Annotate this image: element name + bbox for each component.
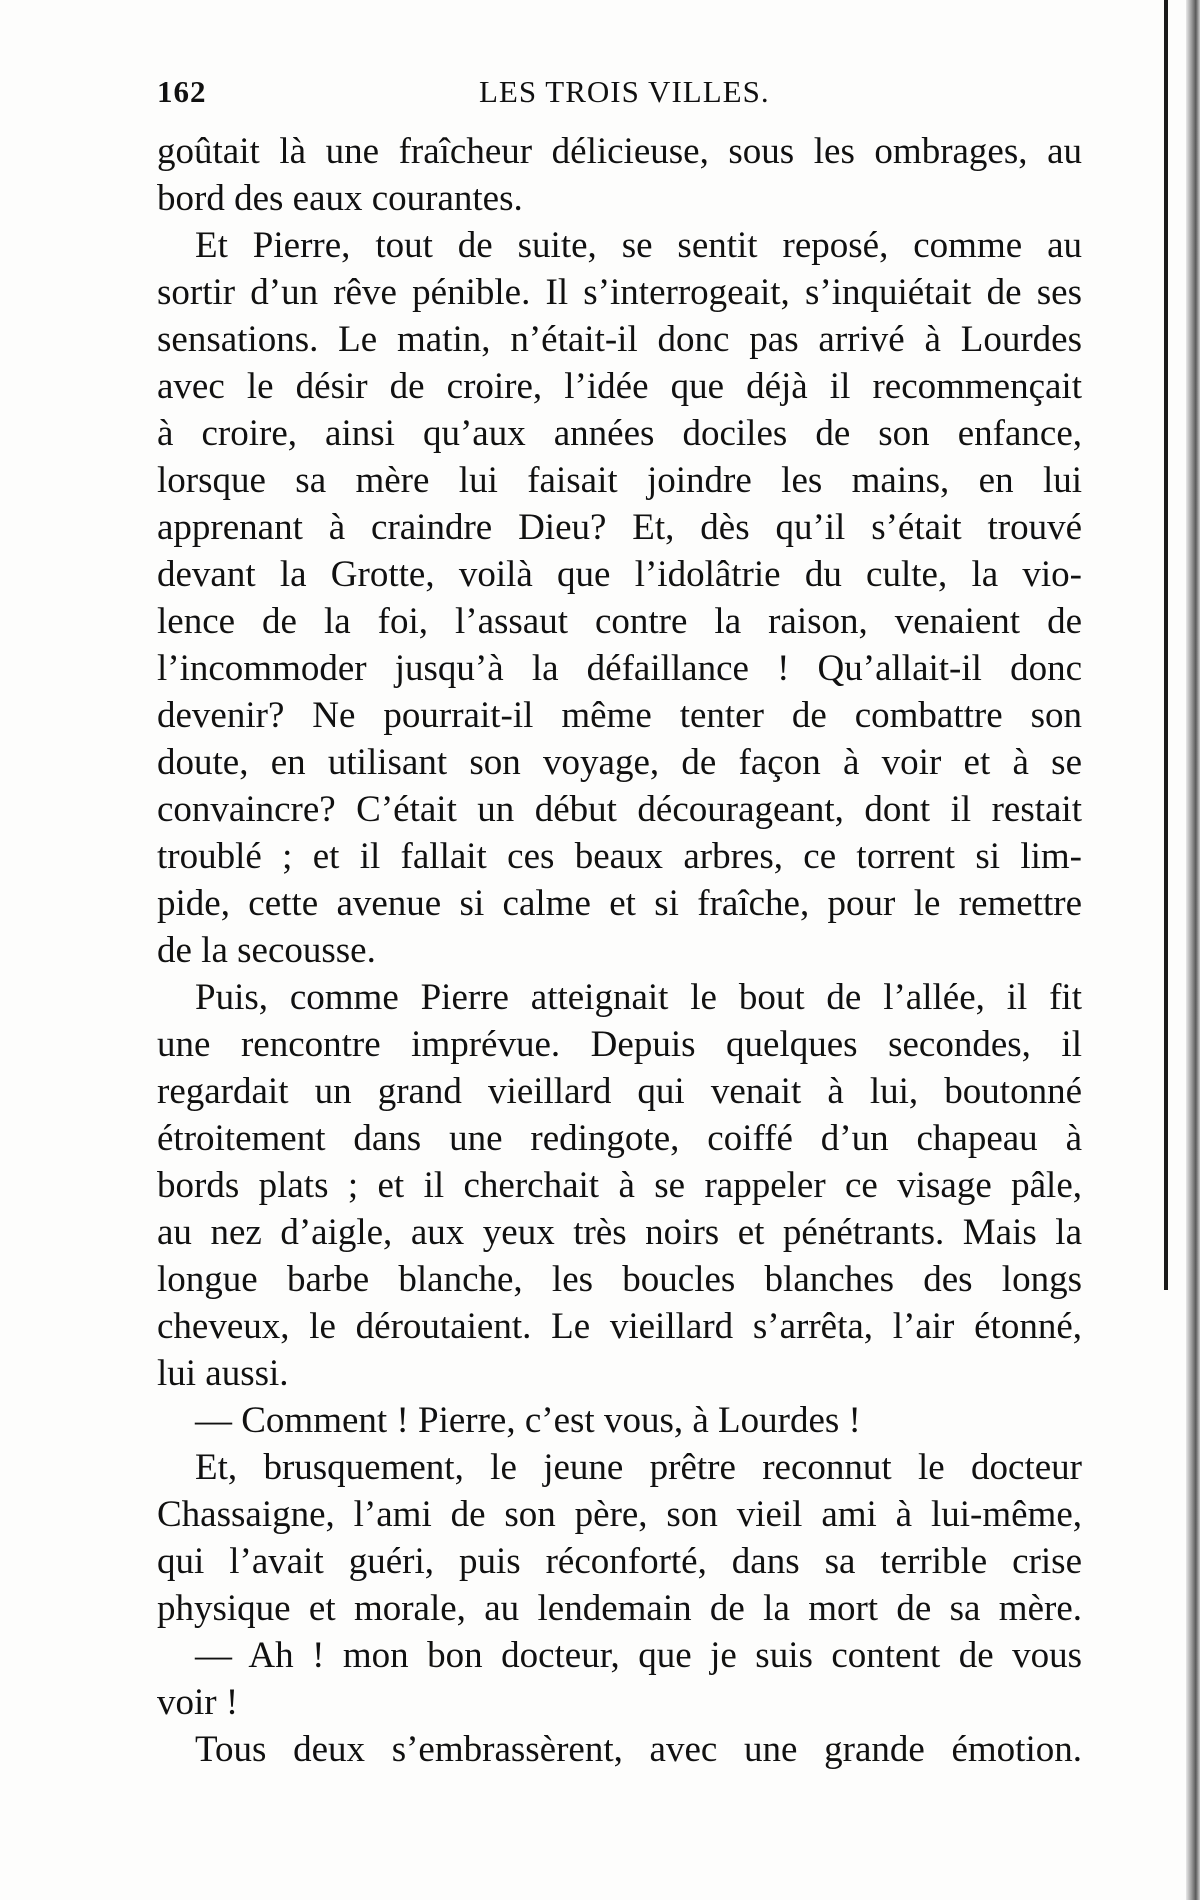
text-line: goûtait là une fraîcheur délicieuse, sous les ombrages, au [157, 131, 1082, 172]
text-line: convaincre? C’était un début décourageant, dont il restait [157, 789, 1082, 830]
text-line: lorsque sa mère lui faisait joindre les mains, en lui [157, 460, 1082, 501]
text-line: sortir d’un rêve pénible. Il s’interrogeait, s’inquiétait de ses [157, 272, 1082, 313]
text-line: bord des eaux courantes. [157, 178, 523, 219]
page-binding-line [1164, 0, 1168, 1290]
text-line: à croire, ainsi qu’aux années dociles de son enfance, [157, 413, 1082, 454]
text-line: sensations. Le matin, n’était-il donc pas arrivé à Lourdes [157, 319, 1082, 360]
text-line: doute, en utilisant son voyage, de façon à voir et à se [157, 742, 1082, 783]
text-line: devenir? Ne pourrait-il même tenter de combattre son [157, 695, 1082, 736]
page-text [157, 58, 1082, 1773]
dialogue-line: — Comment ! Pierre, c’est vous, à Lourdes ! [195, 1400, 861, 1441]
text-line: bords plats ; et il cherchait à se rappeler ce visage pâle, [157, 1165, 1082, 1206]
text-line: devant la Grotte, voilà que l’idolâtrie du culte, la vio- [157, 554, 1082, 595]
text-line: cheveux, le déroutaient. Le vieillard s’arrêta, l’air étonné, [157, 1306, 1082, 1347]
text-line: de la secousse. [157, 930, 376, 971]
text-line: pide, cette avenue si calme et si fraîche, pour le remettre [157, 883, 1082, 924]
text-line: lence de la foi, l’assaut contre la raison, venaient de [157, 601, 1082, 642]
text-line: Chassaigne, l’ami de son père, son vieil ami à lui-même, [157, 1494, 1082, 1535]
page-number: 162 [157, 74, 207, 109]
text-line: avec le désir de croire, l’idée que déjà il recommençait [157, 366, 1082, 407]
dialogue-line: — Ah ! mon bon docteur, que je suis content de vous [195, 1635, 1082, 1676]
text-line: regardait un grand vieillard qui venait à lui, boutonné [157, 1071, 1082, 1112]
text-line: Et, brusquement, le jeune prêtre reconnut le docteur [195, 1447, 1082, 1488]
text-line: longue barbe blanche, les boucles blanches des longs [157, 1259, 1082, 1300]
text-line: physique et morale, au lendemain de la mort de sa mère. [157, 1588, 1082, 1629]
dialogue-line: voir ! [157, 1682, 239, 1723]
text-line: au nez d’aigle, aux yeux très noirs et pénétrants. Mais la [157, 1212, 1082, 1253]
text-line: une rencontre imprévue. Depuis quelques secondes, il [157, 1024, 1082, 1065]
text-line: apprenant à craindre Dieu? Et, dès qu’il s’était trouvé [157, 507, 1082, 548]
text-line: lui aussi. [157, 1353, 289, 1394]
text-line: troublé ; et il fallait ces beaux arbres, ce torrent si lim- [157, 836, 1082, 877]
text-line: l’incommoder jusqu’à la défaillance ! Qu’allait-il donc [157, 648, 1082, 689]
book-title-header: LES TROIS VILLES. [479, 74, 770, 109]
text-line: qui l’avait guéri, puis réconforté, dans sa terrible crise [157, 1541, 1082, 1582]
text-line: Puis, comme Pierre atteignait le bout de l’allée, il fit [195, 977, 1082, 1018]
text-line: Tous deux s’embrassèrent, avec une grande émotion. [195, 1729, 1082, 1770]
running-header [157, 58, 1082, 128]
text-line: étroitement dans une redingote, coiffé d’un chapeau à [157, 1118, 1082, 1159]
text-line: Et Pierre, tout de suite, se sentit reposé, comme au [195, 225, 1082, 266]
page-binding-edge [1186, 0, 1200, 1900]
